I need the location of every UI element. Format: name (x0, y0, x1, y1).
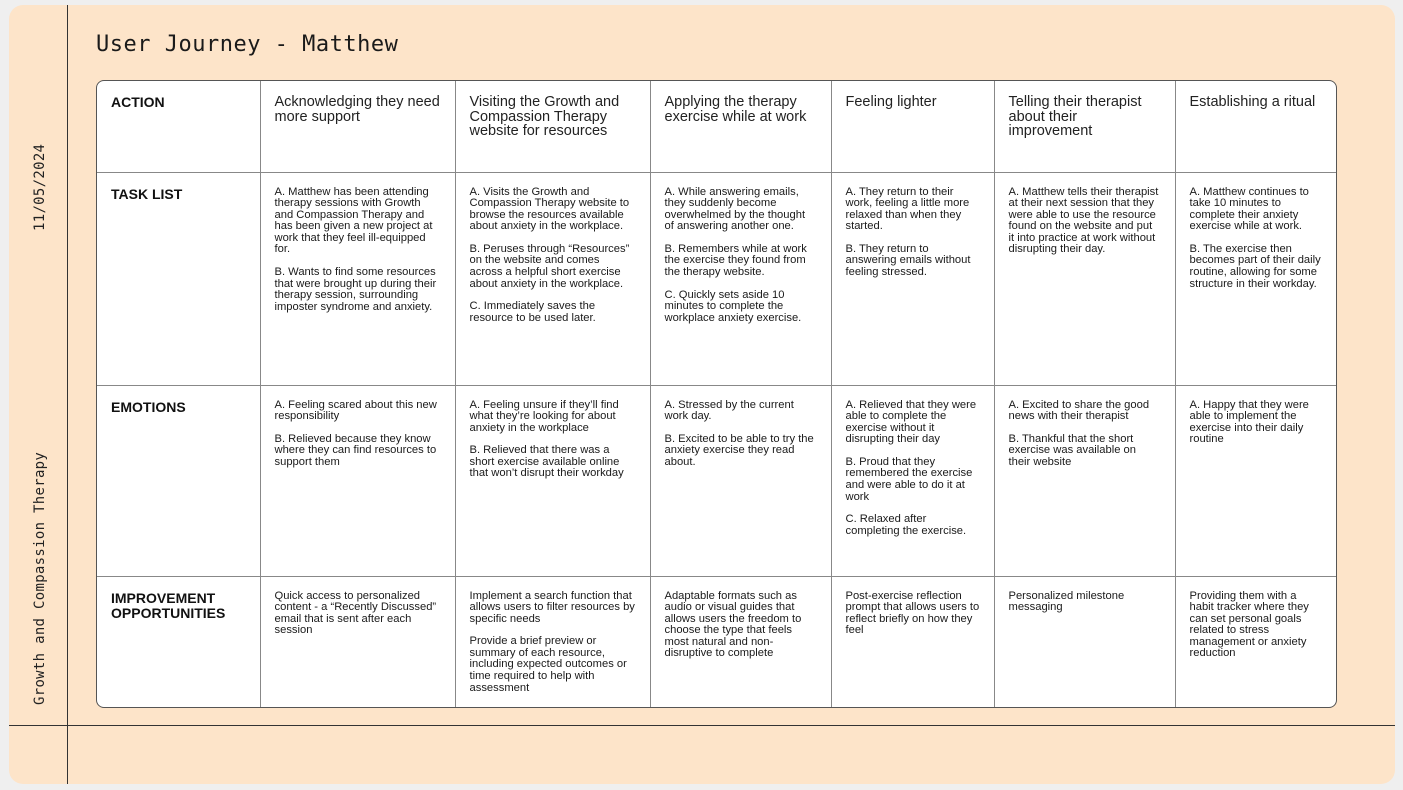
date-label: 11/05/2024 (32, 143, 48, 231)
cell-telling-therapist (994, 172, 1175, 385)
cell-paragraph: Post-exercise reflection prompt that allows users to reflect briefly on how they feel (845, 589, 980, 637)
cell-paragraph: A. Feeling unsure if they’ll find what they’re looking for about anxiety in the workplace (469, 398, 619, 434)
cell-paragraph: B. Relieved that there was a short exercise available online that won’t disrupt their workday (469, 444, 624, 480)
cell-paragraph: Establishing a ritual (1189, 94, 1316, 110)
cell-paragraph: A. Relieved that they were able to complete the exercise without it disrupting their day (845, 398, 977, 446)
cell-telling-therapist (994, 81, 1175, 172)
cell-establishing-ritual (1175, 576, 1336, 707)
row-header: TASK LIST (97, 172, 260, 385)
row-emotions (97, 385, 1336, 576)
cell-telling-therapist (994, 385, 1175, 576)
cell-paragraph: Feeling lighter (845, 94, 937, 110)
cell-acknowledging (260, 576, 455, 707)
brand-label: Growth and Compassion Therapy (32, 451, 48, 705)
cell-paragraph: B. The exercise then becomes part of their daily routine, allowing for some structure in their workday. (1189, 242, 1321, 290)
cell-paragraph: C. Relaxed after completing the exercise. (845, 513, 967, 537)
cell-paragraph: Personalized milestone messaging (1008, 589, 1125, 614)
cell-feeling-lighter (831, 172, 994, 385)
page-title: User Journey - Matthew (96, 32, 399, 57)
row-task-list (97, 172, 1336, 385)
row-header: EMOTIONS (97, 385, 260, 576)
cell-establishing-ritual (1175, 172, 1336, 385)
cell-paragraph: B. Proud that they remembered the exercise and were able to do it at work (845, 455, 973, 503)
cell-paragraph: C. Quickly sets aside 10 minutes to complete the workplace anxiety exercise. (664, 288, 802, 324)
cell-visiting-website (455, 576, 650, 707)
cell-visiting-website (455, 81, 650, 172)
cell-paragraph: A. Stressed by the current work day. (664, 398, 794, 423)
cell-paragraph: A. Visits the Growth and Compassion Therapy website to browse the resources available about anxiety in the workplace. (469, 185, 630, 233)
row-header: IMPROVEMENT OPPORTUNITIES (97, 576, 260, 707)
cell-visiting-website (455, 172, 650, 385)
cell-paragraph: C. Immediately saves the resource to be used later. (469, 300, 596, 324)
cell-applying-exercise (650, 81, 831, 172)
row-header: ACTION (97, 81, 260, 172)
cell-paragraph: Implement a search function that allows users to filter resources by specific needs (469, 589, 635, 625)
cell-feeling-lighter (831, 385, 994, 576)
cell-paragraph: Visiting the Growth and Compassion Therapy website for resources (469, 94, 620, 139)
cell-feeling-lighter (831, 81, 994, 172)
footer-divider (9, 725, 1395, 726)
cell-paragraph: B. Thankful that the short exercise was available on their website (1008, 432, 1136, 468)
cell-paragraph: A. Excited to share the good news with their therapist (1008, 398, 1150, 423)
cell-paragraph: A. While answering emails, they suddenly become overwhelmed by the thought of answering another one. (664, 185, 806, 233)
row-improvement-opportunities (97, 576, 1336, 707)
sidebar-divider (67, 5, 68, 784)
journey-table (96, 80, 1337, 708)
cell-paragraph: A. Matthew tells their therapist at their next session that they were able to use the resource found on the website and put it into practice at work without disrupting their day. (1008, 185, 1159, 256)
cell-paragraph: Quick access to personalized content - a “Recently Discussed” email that is sent after each session (274, 589, 437, 637)
cell-paragraph: Acknowledging they need more support (274, 94, 440, 125)
cell-applying-exercise (650, 172, 831, 385)
cell-paragraph: Provide a brief preview or summary of each resource, including expected outcomes or time required to help with assessment (469, 635, 627, 694)
cell-feeling-lighter (831, 576, 994, 707)
cell-acknowledging (260, 172, 455, 385)
cell-paragraph: B. They return to answering emails without feeling stressed. (845, 242, 971, 279)
cell-applying-exercise (650, 576, 831, 707)
cell-establishing-ritual (1175, 81, 1336, 172)
cell-paragraph: B. Peruses through “Resources” on the website and comes across a helpful short exercise about anxiety in the workplace. (469, 242, 630, 290)
cell-paragraph: A. Matthew has been attending therapy sessions with Growth and Compassion Therapy and has been given a new project at work that they feel ill-equipped for. (274, 185, 433, 256)
journey-card (9, 5, 1395, 784)
cell-paragraph: Telling their therapist about their improvement (1008, 94, 1142, 139)
cell-establishing-ritual (1175, 385, 1336, 576)
cell-acknowledging (260, 385, 455, 576)
cell-visiting-website (455, 385, 650, 576)
cell-paragraph: B. Wants to find some resources that were brought up during their therapy session, surrounding imposter syndrome and anxiety. (274, 266, 437, 313)
cell-paragraph: Providing them with a habit tracker where they can set personal goals related to stress management or anxiety reduction (1189, 589, 1309, 660)
cell-paragraph: B. Remembers while at work the exercise they found from the therapy website. (664, 242, 807, 279)
cell-paragraph: B. Relieved because they know where they can find resources to support them (274, 432, 437, 468)
cell-paragraph: A. Happy that they were able to implement the exercise into their daily routine (1189, 398, 1309, 446)
cell-paragraph: B. Excited to be able to try the anxiety exercise they read about. (664, 432, 814, 468)
cell-applying-exercise (650, 385, 831, 576)
cell-paragraph: A. Matthew continues to take 10 minutes to complete their anxiety exercise while at work. (1189, 185, 1309, 233)
cell-paragraph: Adaptable formats such as audio or visual guides that allows users the freedom to choose the type that feels most natural and non-disruptive to complete (664, 589, 802, 660)
cell-telling-therapist (994, 576, 1175, 707)
cell-paragraph: A. They return to their work, feeling a little more relaxed than when they started. (845, 185, 970, 233)
cell-paragraph: A. Feeling scared about this new responsibility (274, 398, 437, 423)
cell-paragraph: Applying the therapy exercise while at work (664, 94, 807, 125)
cell-acknowledging (260, 81, 455, 172)
row-action (97, 81, 1336, 172)
